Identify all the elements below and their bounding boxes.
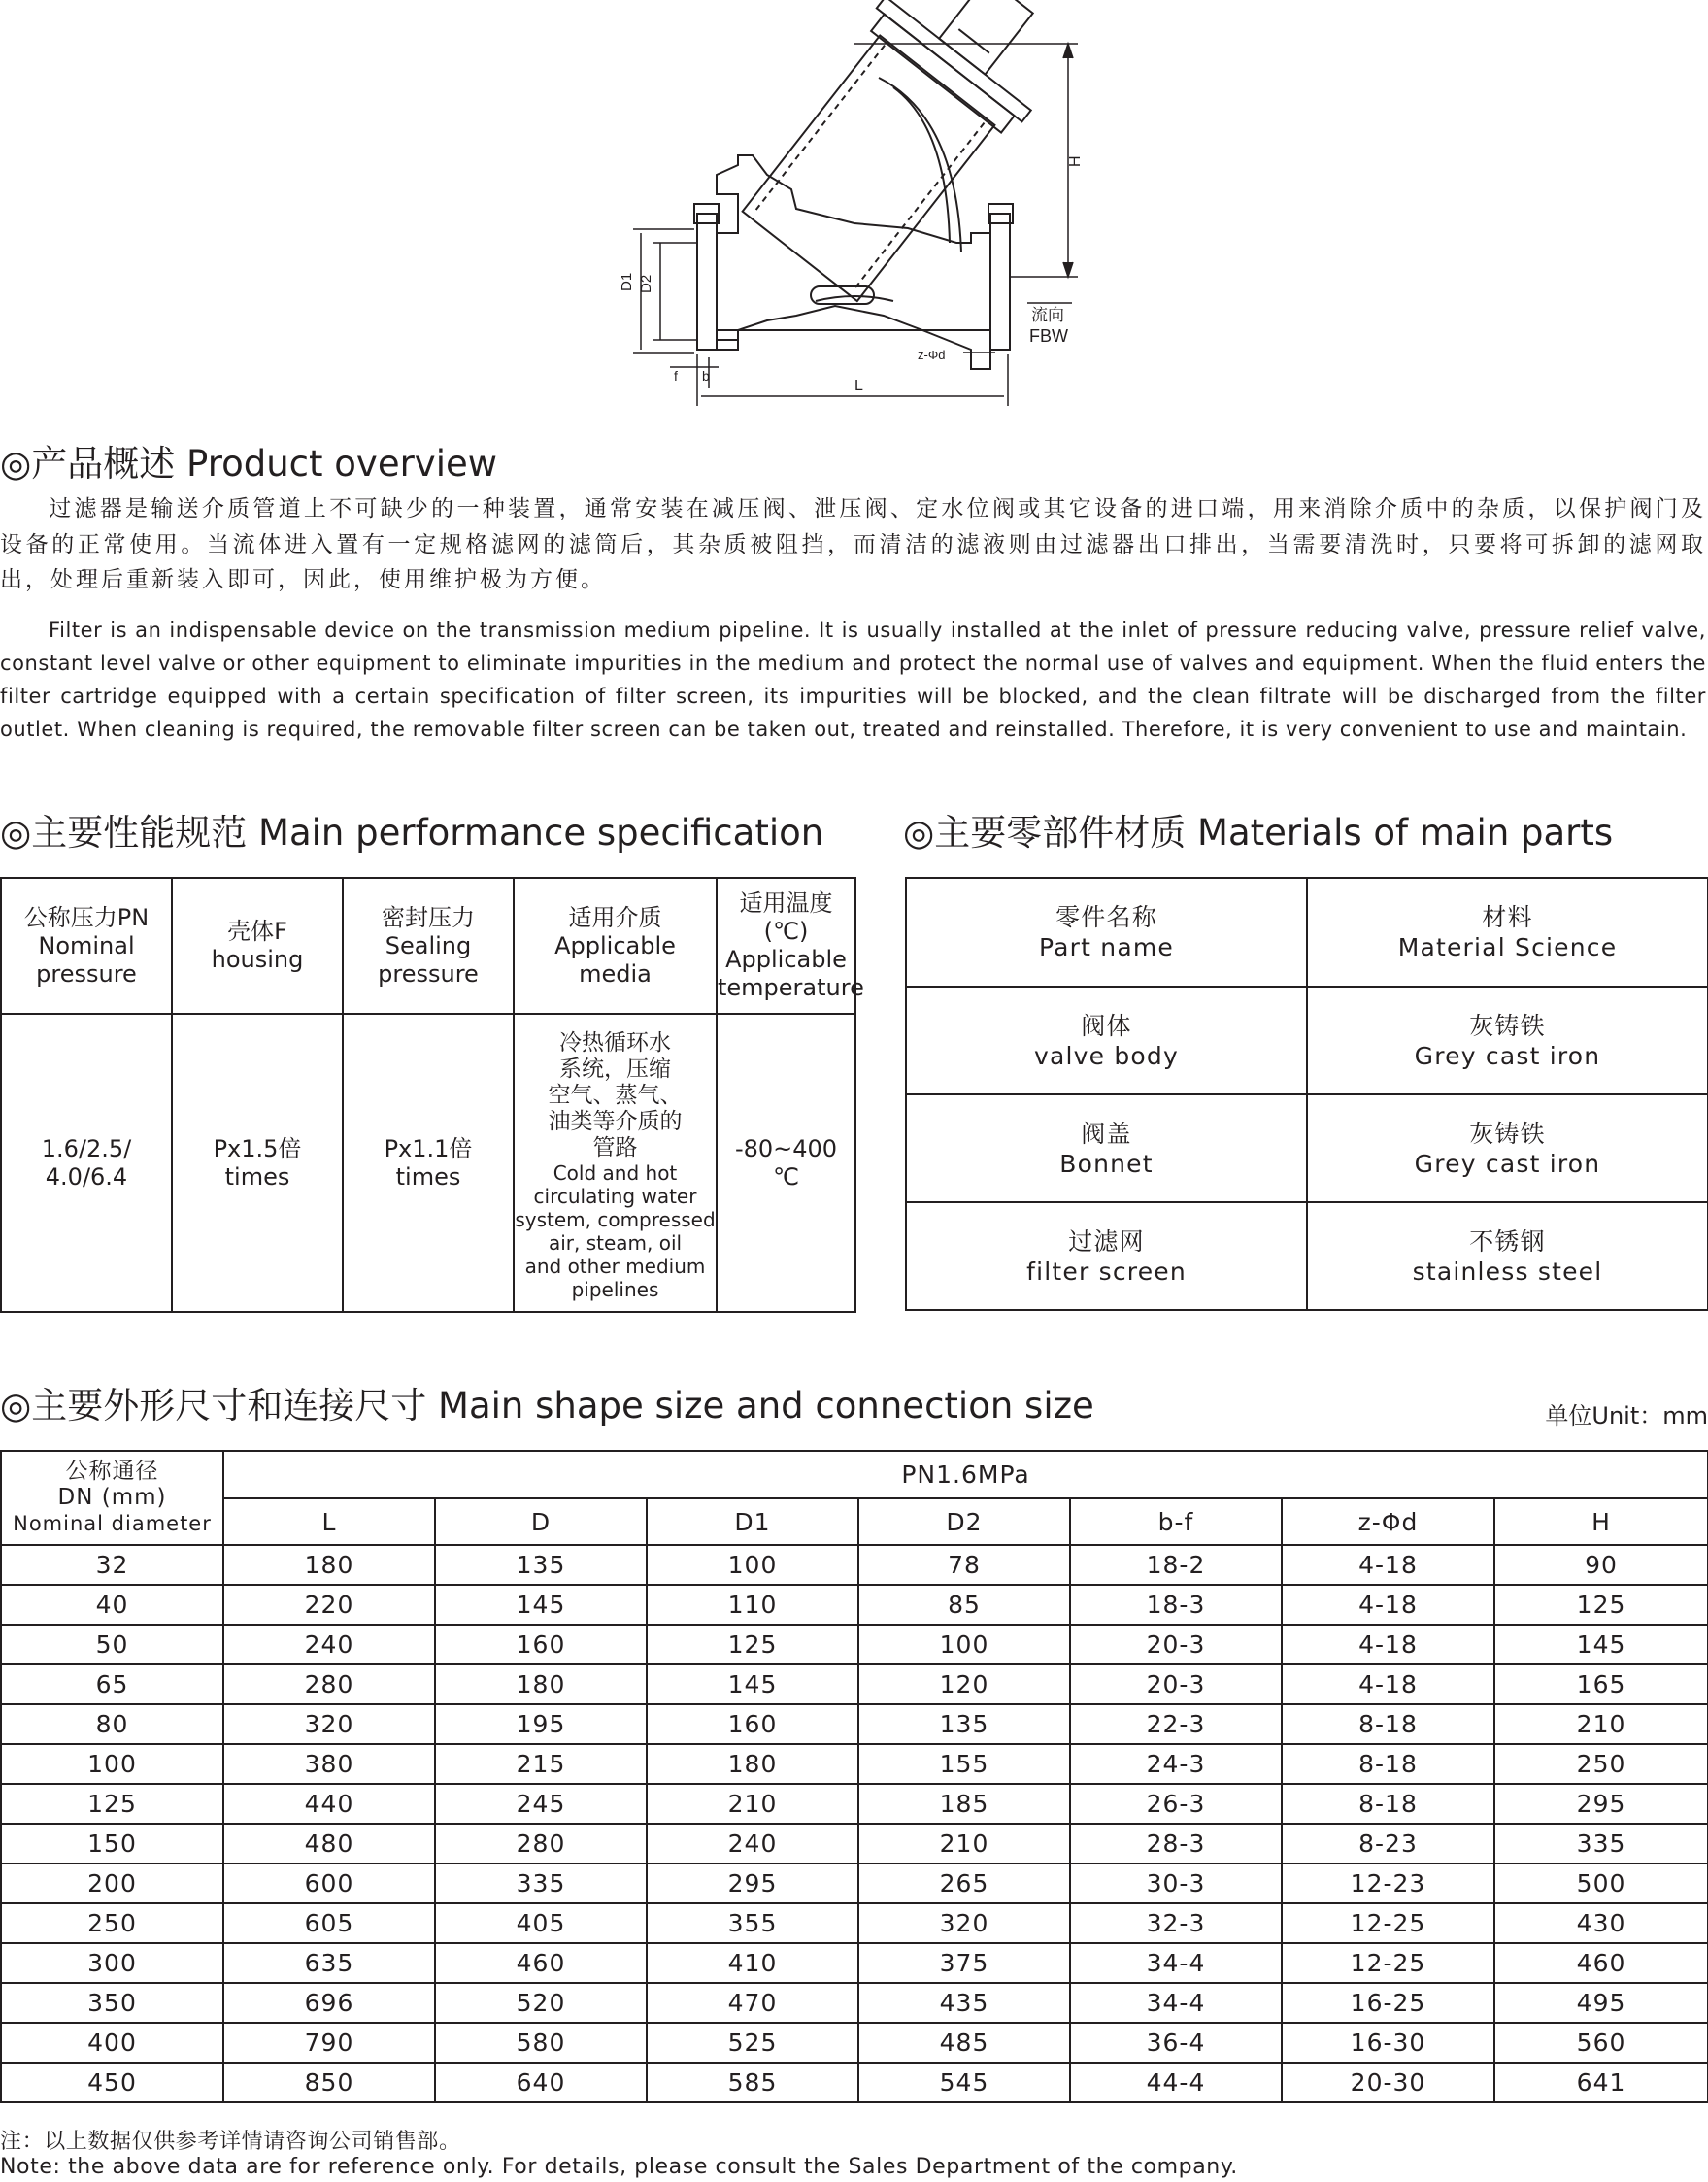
table-cell: 20-30: [1282, 2063, 1494, 2102]
dn-cell: 50: [1, 1625, 223, 1664]
header-part-name: 零件名称 Part name: [906, 878, 1307, 987]
label-D1: D1: [619, 272, 635, 291]
table-cell: 165: [1494, 1664, 1708, 1704]
label-flow-en: FBW: [1029, 326, 1068, 346]
table-cell: 125: [1494, 1585, 1708, 1625]
table-cell: 4-18: [1282, 1664, 1494, 1704]
value-nominal-pressure: 1.6/2.5/ 4.0/6.4: [1, 1014, 172, 1312]
table-cell: 90: [1494, 1545, 1708, 1585]
screen-housing: [727, 0, 1079, 313]
label-b: b: [702, 368, 710, 384]
table-row: [1, 1744, 1708, 1784]
table-cell: 44-4: [1070, 2063, 1282, 2102]
table-cell: 335: [435, 1863, 647, 1903]
table-cell: 36-4: [1070, 2023, 1282, 2063]
table-cell: 180: [647, 1744, 858, 1784]
table-cell: 180: [435, 1664, 647, 1704]
table-cell: 500: [1494, 1863, 1708, 1903]
table-cell: 20-3: [1070, 1664, 1282, 1704]
table-cell: 280: [435, 1824, 647, 1863]
table-cell: 635: [223, 1943, 435, 1983]
dn-cell: 250: [1, 1903, 223, 1943]
table-cell: 640: [435, 2063, 647, 2102]
table-cell: 22-3: [1070, 1704, 1282, 1744]
table-cell: 520: [435, 1983, 647, 2023]
dimensions-column-row: [1, 1498, 1708, 1545]
table-cell: 28-3: [1070, 1824, 1282, 1863]
table-cell: 125: [647, 1625, 858, 1664]
part-cell: 阀体 valve body: [906, 987, 1307, 1094]
table-row: [1, 2023, 1708, 2063]
header-temperature: 适用温度 (℃) Applicable temperature: [717, 878, 855, 1014]
performance-header-row: [1, 878, 855, 1014]
material-cell: 灰铸铁 Grey cast iron: [1307, 1094, 1708, 1202]
table-cell: 355: [647, 1903, 858, 1943]
value-media: 冷热循环水 系统，压缩 空气、蒸气、 油类等介质的 管路 Cold and hot circulating water system, compressed air, steam, oil and other medium pipelines: [514, 1014, 717, 1312]
table-cell: 440: [223, 1784, 435, 1824]
table-cell: 790: [223, 2023, 435, 2063]
table-cell: 495: [1494, 1983, 1708, 2023]
header-dn: 公称通径 DN (mm) Nominal diameter: [1, 1451, 223, 1545]
table-cell: 460: [1494, 1943, 1708, 1983]
table-cell: 110: [647, 1585, 858, 1625]
dn-cell: 125: [1, 1784, 223, 1824]
table-row: [1, 2063, 1708, 2102]
column-header: D: [435, 1498, 647, 1545]
dimensions-title: ◎主要外形尺寸和连接尺寸 Main shape size and connection size: [0, 1385, 1094, 1427]
table-cell: 410: [647, 1943, 858, 1983]
table-cell: 380: [223, 1744, 435, 1784]
column-header: H: [1494, 1498, 1708, 1545]
overview-text-cn-body: 过滤器是输送介质管道上不可缺少的一种装置，通常安装在减压阀、泄压阀、定水位阀或其它设备的进口端，用来消除介质中的杂质，以保护阀门及设备的正常使用。当流体进入置有一定规格滤网的滤筒后，其杂质被阻挡，而清洁的滤液则由过滤器出口排出，当需要清洗时，只要将可拆卸的滤网取出，处理后重新装入即可，因此，使用维护极为方便。: [0, 496, 1706, 592]
table-cell: 20-3: [1070, 1625, 1282, 1664]
table-cell: 135: [858, 1704, 1070, 1744]
table-cell: 34-4: [1070, 1943, 1282, 1983]
table-cell: 320: [858, 1903, 1070, 1943]
table-cell: 8-18: [1282, 1784, 1494, 1824]
dimensions-header-row: [1, 1451, 1708, 1498]
table-cell: 220: [223, 1585, 435, 1625]
table-cell: 435: [858, 1983, 1070, 2023]
dn-cell: 65: [1, 1664, 223, 1704]
table-cell: 250: [1494, 1744, 1708, 1784]
table-cell: 78: [858, 1545, 1070, 1585]
table-cell: 160: [647, 1704, 858, 1744]
table-cell: 8-23: [1282, 1824, 1494, 1863]
table-cell: 585: [647, 2063, 858, 2102]
table-cell: 525: [647, 2023, 858, 2063]
dn-cell: 450: [1, 2063, 223, 2102]
table-cell: 605: [223, 1903, 435, 1943]
performance-table: [0, 877, 864, 1313]
header-housing: 壳体F housing: [172, 878, 343, 1014]
table-cell: 485: [858, 2023, 1070, 2063]
table-row: [1, 1943, 1708, 1983]
table-cell: 16-30: [1282, 2023, 1494, 2063]
table-row: [1, 1704, 1708, 1744]
table-cell: 430: [1494, 1903, 1708, 1943]
dn-cell: 400: [1, 2023, 223, 2063]
table-cell: 120: [858, 1664, 1070, 1704]
column-header: z-Φd: [1282, 1498, 1494, 1545]
table-cell: 12-25: [1282, 1943, 1494, 1983]
table-row: [1, 1863, 1708, 1903]
table-cell: 470: [647, 1983, 858, 2023]
table-cell: 240: [223, 1625, 435, 1664]
table-cell: 600: [223, 1863, 435, 1903]
material-cell: 灰铸铁 Grey cast iron: [1307, 987, 1708, 1094]
materials-header-row: [906, 878, 1708, 987]
table-cell: 245: [435, 1784, 647, 1824]
table-cell: 560: [1494, 2023, 1708, 2063]
table-cell: 335: [1494, 1824, 1708, 1863]
dim-L: [670, 352, 1008, 406]
dn-cell: 80: [1, 1704, 223, 1744]
materials-title: ◎主要零部件材质 Materials of main parts: [903, 812, 1614, 854]
table-cell: 24-3: [1070, 1744, 1282, 1784]
table-cell: 135: [435, 1545, 647, 1585]
overview-title: ◎产品概述 Product overview: [0, 443, 498, 485]
header-applicable-media: 适用介质 Applicable media: [514, 878, 717, 1014]
column-header: L: [223, 1498, 435, 1545]
table-cell: 145: [647, 1664, 858, 1704]
dimensions-table: [0, 1450, 1708, 2103]
table-cell: 545: [858, 2063, 1070, 2102]
table-cell: 265: [858, 1863, 1070, 1903]
dn-cell: 150: [1, 1824, 223, 1863]
table-cell: 4-18: [1282, 1585, 1494, 1625]
table-cell: 12-23: [1282, 1863, 1494, 1903]
dn-cell: 300: [1, 1943, 223, 1983]
table-cell: 100: [858, 1625, 1070, 1664]
dn-cell: 100: [1, 1744, 223, 1784]
table-cell: 4-18: [1282, 1545, 1494, 1585]
table-cell: 210: [1494, 1704, 1708, 1744]
table-row: [1, 1983, 1708, 2023]
table-cell: 100: [647, 1545, 858, 1585]
table-cell: 4-18: [1282, 1625, 1494, 1664]
performance-value-row: [1, 1014, 855, 1312]
strainer-body: [694, 155, 1013, 369]
unit-label: 单位Unit：mm: [1545, 1402, 1708, 1429]
dn-cell: 350: [1, 1983, 223, 2023]
header-material: 材料 Material Science: [1307, 878, 1708, 987]
table-cell: 145: [1494, 1625, 1708, 1664]
table-cell: 160: [435, 1625, 647, 1664]
column-header: b-f: [1070, 1498, 1282, 1545]
table-cell: 295: [1494, 1784, 1708, 1824]
value-sealing: Px1.1倍 times: [343, 1014, 514, 1312]
table-cell: 696: [223, 1983, 435, 2023]
table-cell: 30-3: [1070, 1863, 1282, 1903]
part-cell: 阀盖 Bonnet: [906, 1094, 1307, 1202]
table-cell: 320: [223, 1704, 435, 1744]
header-pressure-class: PN1.6MPa: [223, 1451, 1708, 1498]
part-cell: 过滤网 filter screen: [906, 1202, 1307, 1310]
label-H: H: [1067, 155, 1084, 167]
table-cell: 85: [858, 1585, 1070, 1625]
table-row: [1, 1625, 1708, 1664]
label-flow-cn: 流向: [1031, 306, 1064, 325]
column-header: D2: [858, 1498, 1070, 1545]
table-cell: 295: [647, 1863, 858, 1903]
performance-title: ◎主要性能规范 Main performance specification: [0, 812, 824, 854]
materials-row: [906, 987, 1708, 1094]
material-cell: 不锈钢 stainless steel: [1307, 1202, 1708, 1310]
materials-table: [905, 877, 1708, 1311]
dn-cell: 200: [1, 1863, 223, 1903]
table-row: [1, 1545, 1708, 1585]
dn-cell: 40: [1, 1585, 223, 1625]
value-temperature: -80~400 ℃: [717, 1014, 855, 1312]
table-cell: 195: [435, 1704, 647, 1744]
table-cell: 405: [435, 1903, 647, 1943]
materials-row: [906, 1094, 1708, 1202]
table-cell: 641: [1494, 2063, 1708, 2102]
table-row: [1, 1664, 1708, 1704]
table-cell: 185: [858, 1784, 1070, 1824]
note-en: Note: the above data are for reference only. For details, please consult the Sales Department of the company.: [0, 2155, 1238, 2179]
table-row: [1, 1903, 1708, 1943]
label-zphi: z-Φd: [918, 348, 946, 362]
value-housing: Px1.5倍 times: [172, 1014, 343, 1312]
table-cell: 480: [223, 1824, 435, 1863]
note-cn: 注：以上数据仅供参考详情请咨询公司销售部。: [0, 2130, 461, 2154]
table-cell: 850: [223, 2063, 435, 2102]
table-cell: 580: [435, 2023, 647, 2063]
table-cell: 8-18: [1282, 1704, 1494, 1744]
materials-row: [906, 1202, 1708, 1310]
table-cell: 215: [435, 1744, 647, 1784]
table-cell: 32-3: [1070, 1903, 1282, 1943]
table-row: [1, 1824, 1708, 1863]
table-cell: 34-4: [1070, 1983, 1282, 2023]
header-nominal-pressure: 公称压力PN Nominal pressure: [1, 878, 172, 1014]
table-cell: 16-25: [1282, 1983, 1494, 2023]
label-L: L: [854, 378, 863, 394]
table-cell: 180: [223, 1545, 435, 1585]
header-sealing-pressure: 密封压力 Sealing pressure: [343, 878, 514, 1014]
table-cell: 155: [858, 1744, 1070, 1784]
column-header: D1: [647, 1498, 858, 1545]
table-cell: 18-2: [1070, 1545, 1282, 1585]
overview-text-cn: [0, 491, 1706, 598]
table-cell: 145: [435, 1585, 647, 1625]
table-cell: 210: [647, 1784, 858, 1824]
table-cell: 26-3: [1070, 1784, 1282, 1824]
overview-text-en: [0, 614, 1706, 746]
table-cell: 240: [647, 1824, 858, 1863]
overview-text-en-body: Filter is an indispensable device on the transmission medium pipeline. It is usually installed at the inlet of pressure reducing valve, pressure relief valve, constant level valve or other equipment to eliminate impurities in the medium and protect the normal use of valves and equipment. When the fluid enters the filter cartridge equipped with a certain specification of filter screen, its impurities will be blocked, and the clean filtrate will be discharged from the filter outlet. When cleaning is required, the removable filter screen can be taken out, treated and reinstalled. Therefore, it is very convenient to use and maintain.: [0, 619, 1706, 741]
y-strainer-drawing: [583, 0, 1126, 413]
dn-cell: 32: [1, 1545, 223, 1585]
table-cell: 210: [858, 1824, 1070, 1863]
table-cell: 375: [858, 1943, 1070, 1983]
table-cell: 460: [435, 1943, 647, 1983]
table-cell: 18-3: [1070, 1585, 1282, 1625]
label-f: f: [674, 368, 678, 384]
table-cell: 8-18: [1282, 1744, 1494, 1784]
table-row: [1, 1585, 1708, 1625]
table-cell: 12-25: [1282, 1903, 1494, 1943]
table-row: [1, 1784, 1708, 1824]
label-D2: D2: [638, 274, 654, 293]
table-cell: 280: [223, 1664, 435, 1704]
